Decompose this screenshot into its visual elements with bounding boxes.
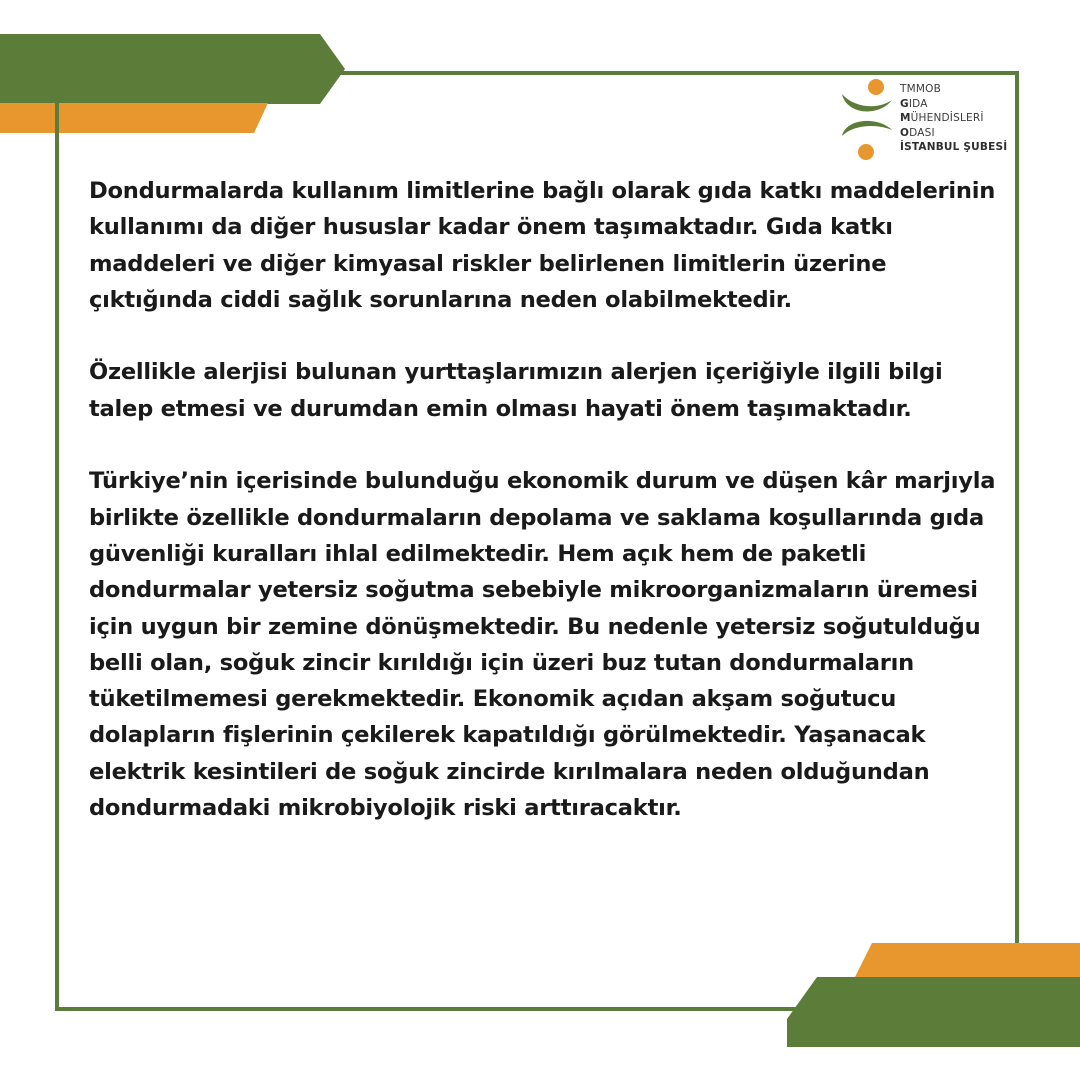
logo-text: [900, 82, 1007, 155]
logo-line-tmmob: TMMOB: [900, 83, 942, 95]
bottom-right-green-band: [787, 977, 1080, 1047]
logo-line-gida: GIDA: [900, 97, 928, 110]
paragraph-allergens: Özellikle alerjisi bulunan yurttaşlarımızın alerjen içeriğiyle ilgili bilgi talep etmesi ve durumdan emin olması hayati önem taşımaktadır.: [89, 359, 943, 422]
logo-line-muhendisleri: MÜHENDİSLERİ: [900, 112, 984, 124]
bottom-right-orange-band: [855, 943, 1080, 977]
logo-emblem-icon: [838, 78, 896, 162]
article-body: [89, 173, 1004, 826]
logo-line-istanbul-subesi: İSTANBUL ŞUBESİ: [900, 141, 1008, 153]
paragraph-food-additives: Dondurmalarda kullanım limitlerine bağlı olarak gıda katkı maddelerinin kullanımı da diğer hususlar kadar önem taşımaktadır. Gıda katkı maddeleri ve diğer kimyasal riskler belirlenen limitlerin üzerine çıktığında ciddi sağlık sorunlarına neden olabilmektedir.: [89, 178, 996, 313]
logo-line-odasi: ODASI: [900, 126, 935, 139]
paragraph-cold-chain: Türkiye’nin içerisinde bulunduğu ekonomik durum ve düşen kâr marjıyla birlikte özellikle dondurmaların depolama ve saklama koşullarında gıda güvenliği kuralları ihlal edilmektedir. Hem açık hem de paketli dondurmalar yetersiz soğutma sebebiyle mikroorganizmaların üremesi için uygun bir zemine dönüşmektedir. Bu nedenle yetersiz soğutulduğu belli olan, soğuk zincir kırıldığı için üzeri buz tutan dondurmaların tüketilmemesi gerekmektedir. Ekonomik açıdan akşam soğutucu dolapların fişlerinin çekilerek kapatıldığı görülmektedir. Yaşanacak elektrik kesintileri de soğuk zincirde kırılmalara neden olduğundan dondurmadaki mikrobiyolojik riski arttıracaktır.: [89, 468, 996, 822]
tmmob-logo: [838, 78, 1038, 168]
